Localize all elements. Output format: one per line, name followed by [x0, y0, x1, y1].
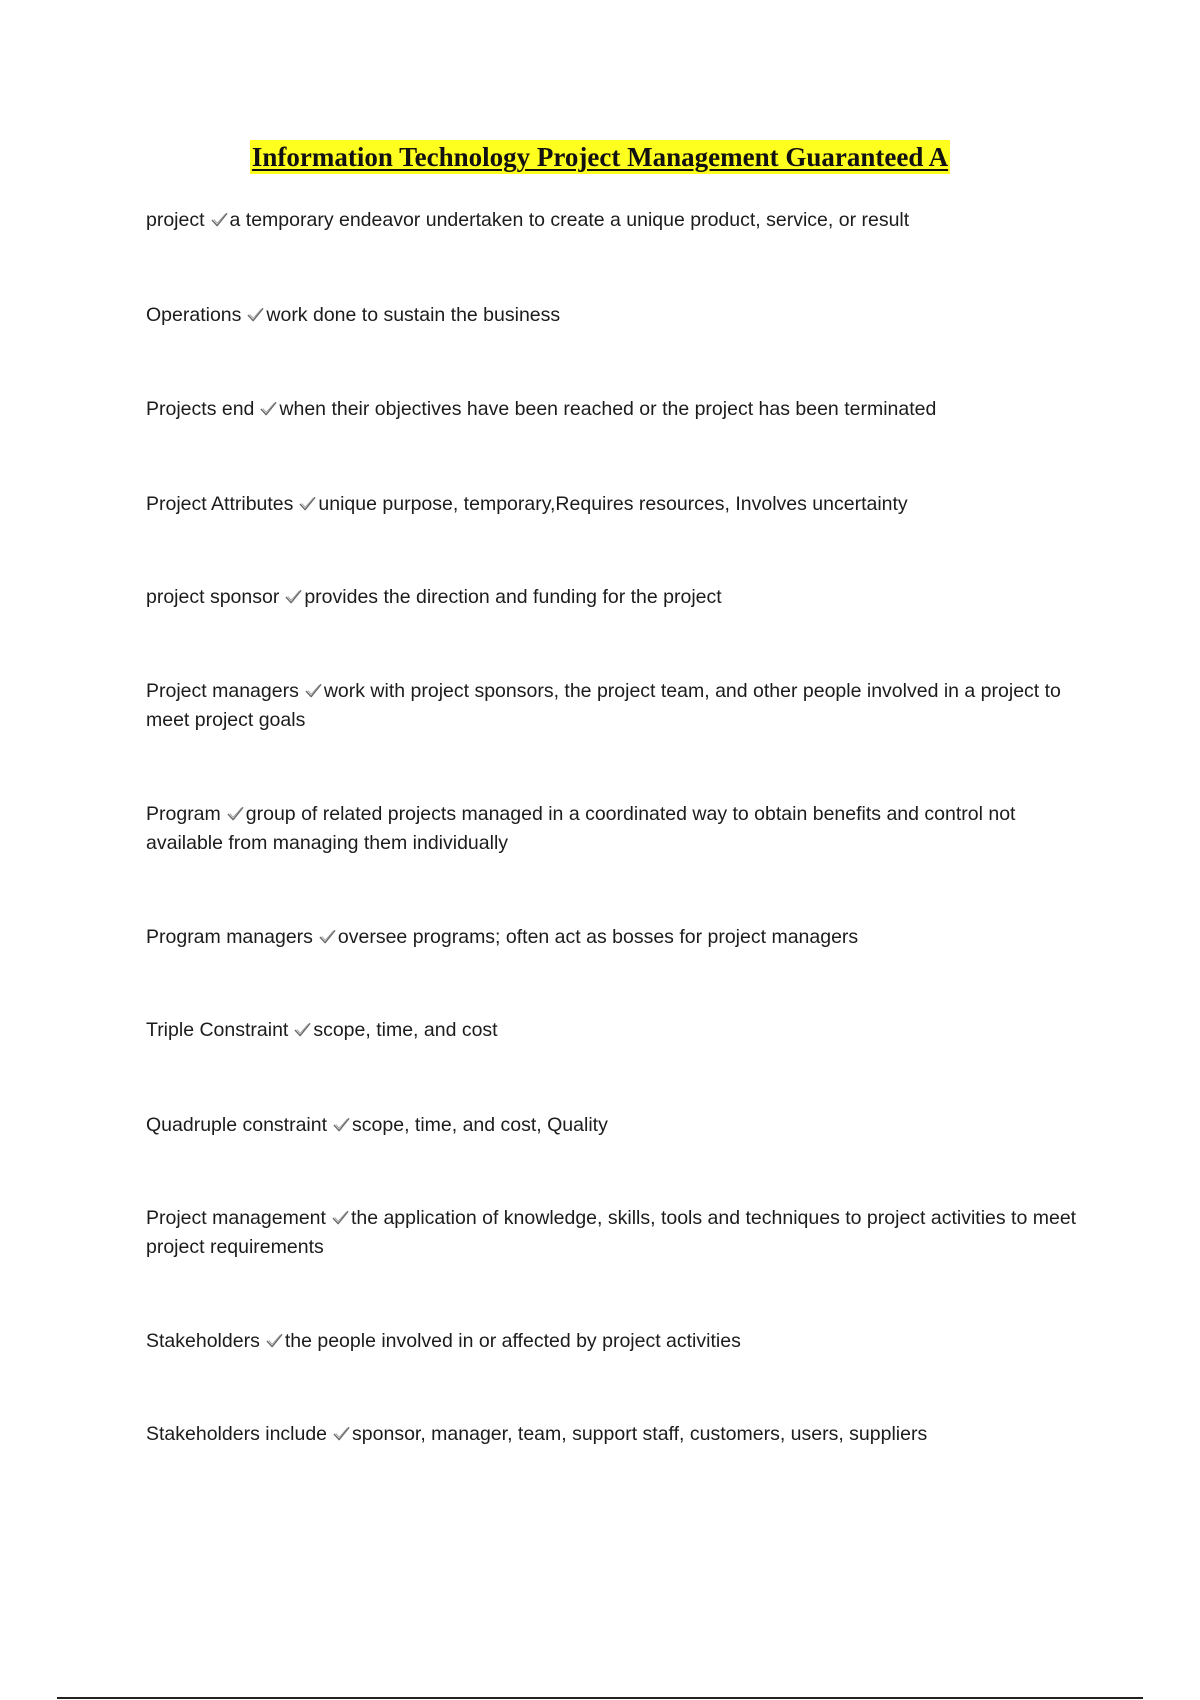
entry-definition: the people involved in or affected by project activities [284, 1330, 741, 1352]
entry-term: Project management [146, 1207, 326, 1229]
entry-term: Project managers [146, 680, 299, 702]
checkmark-icon [226, 805, 245, 822]
entry-definition: sponsor, manager, team, support staff, customers, users, suppliers [352, 1423, 928, 1445]
entry-term: Operations [146, 304, 242, 326]
entry-term: project [146, 209, 205, 231]
checkmark-icon [259, 400, 278, 417]
entry-definition: provides the direction and funding for the project [304, 586, 722, 608]
entry-definition: when their objectives have been reached or the project has been terminated [279, 398, 937, 420]
entry-stakeholders-include [146, 1420, 1086, 1449]
entry-definition: scope, time, and cost [313, 1019, 498, 1041]
checkmark-icon [293, 1021, 312, 1038]
checkmark-icon [210, 211, 229, 228]
entry-project-attributes [146, 490, 1086, 519]
entry-term: Projects end [146, 398, 255, 420]
entry-program-managers [146, 923, 1086, 952]
entry-definition: scope, time, and cost, Quality [352, 1114, 608, 1136]
footer-divider [57, 1697, 1143, 1699]
title-container [0, 140, 1200, 174]
checkmark-icon [332, 1425, 351, 1442]
checkmark-icon [284, 588, 303, 605]
entry-definition: oversee programs; often act as bosses for project managers [337, 926, 859, 948]
checkmark-icon [332, 1116, 351, 1133]
entry-definition: work with project sponsors, the project team, and other people involved in a project to meet project goals [146, 680, 1061, 731]
entry-term: Triple Constraint [146, 1019, 289, 1041]
page-title: Information Technology Project Management Guaranteed A [251, 142, 949, 172]
entry-stakeholders [146, 1327, 1086, 1356]
entry-definition: the application of knowledge, skills, tools and techniques to project activities to meet project requirements [146, 1207, 1077, 1258]
entry-term: Stakeholders include [146, 1423, 328, 1445]
entry-quadruple-constraint [146, 1111, 1086, 1140]
entry-definition: unique purpose, temporary,Requires resources, Involves uncertainty [318, 493, 908, 515]
entry-definition: work done to sustain the business [266, 304, 561, 326]
entry-project-management [146, 1204, 1086, 1262]
entry-term: Stakeholders [146, 1330, 260, 1352]
entry-program [146, 800, 1086, 858]
checkmark-icon [331, 1209, 350, 1226]
entry-project-managers [146, 677, 1086, 735]
checkmark-icon [298, 495, 317, 512]
entry-project [146, 206, 1086, 235]
checkmark-icon [304, 682, 323, 699]
entry-term: Program managers [146, 926, 313, 948]
entry-projects-end [146, 395, 1086, 424]
entry-term: Quadruple constraint [146, 1114, 328, 1136]
entry-operations [146, 301, 1086, 330]
checkmark-icon [265, 1332, 284, 1349]
entry-triple-constraint [146, 1016, 1086, 1045]
checkmark-icon [318, 928, 337, 945]
entry-term: Program [146, 803, 221, 825]
entry-definition: a temporary endeavor undertaken to create a unique product, service, or result [229, 209, 910, 231]
entry-term: Project Attributes [146, 493, 294, 515]
checkmark-icon [246, 306, 265, 323]
entry-project-sponsor [146, 583, 1086, 612]
entry-term: project sponsor [146, 586, 280, 608]
entry-definition: group of related projects managed in a coordinated way to obtain benefits and control not available from managing them individually [146, 803, 1016, 854]
